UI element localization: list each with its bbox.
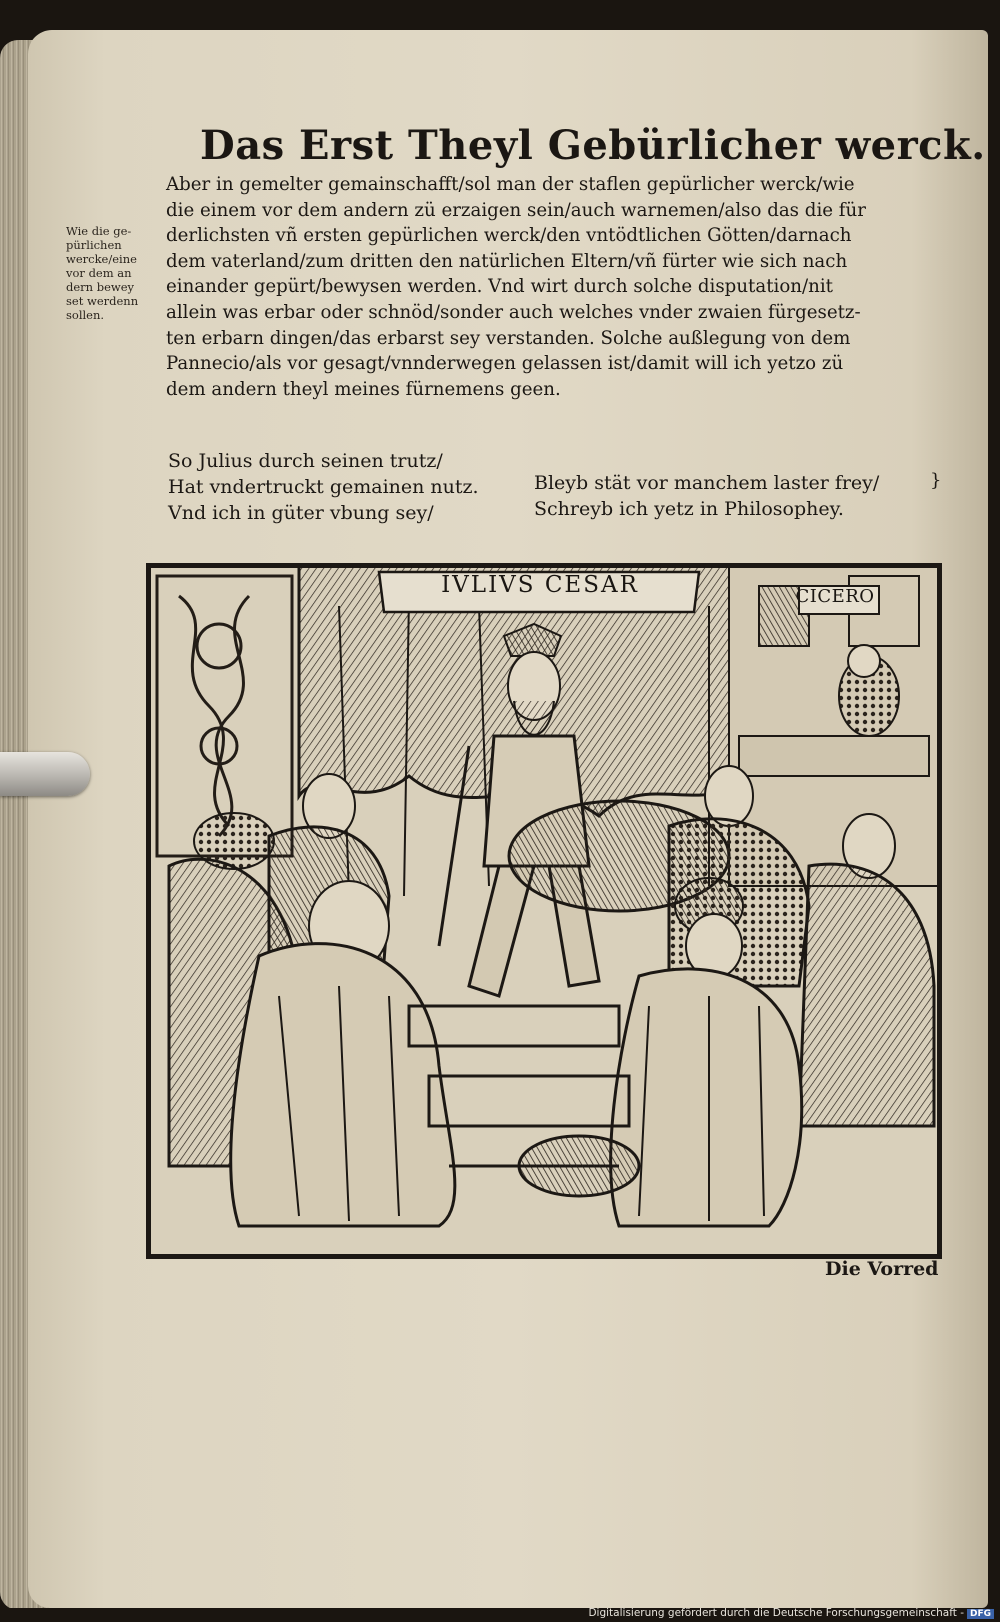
footer-credit	[588, 1607, 994, 1619]
text-line: allein was erbar oder schnöd/sonder auch welches vnder zwaien fürgesetz-	[166, 301, 861, 323]
page-clip	[0, 752, 90, 796]
text-line: einander gepürt/bewysen werden. Vnd wirt durch solche disputation/nit	[166, 276, 833, 298]
text-line: Aber in gemelter gemainschafft/sol man der staflen gepürlicher werck/wie	[166, 174, 855, 195]
margin-note-line: vor dem an	[66, 266, 132, 280]
margin-note-line: wercke/eine	[66, 252, 137, 266]
margin-note-line: pürlichen	[66, 238, 122, 252]
margin-note-line: set werdenn	[66, 294, 139, 308]
dfg-logo: DFG	[967, 1609, 994, 1619]
text-line: ten erbarn dingen/das erbarst sey verstanden. Solche außlegung von dem	[166, 327, 851, 349]
footer-text: Digitalisierung gefördert durch die Deutsche Forschungsgemeinschaft -	[588, 1607, 964, 1619]
verse-line: Vnd ich in güter vbung sey/	[168, 502, 434, 524]
verse-line: So Julius durch seinen trutz/	[168, 450, 443, 472]
text-line: die einem vor dem andern zü erzaigen sein/auch warnemen/also das die für	[166, 199, 866, 221]
verse-left	[168, 448, 479, 526]
main-text-block	[166, 172, 946, 402]
text-line: dem andern theyl meines fürnemens geen.	[166, 378, 561, 400]
margin-note-line: Wie die ge-	[66, 224, 132, 238]
woodcut-banners	[149, 566, 939, 1256]
verse-line: Bleyb stät vor manchem laster frey/	[534, 472, 880, 494]
verse-line: Hat vndertruckt gemainen nutz.	[168, 476, 479, 498]
banner-label-caesar: IVLIVS CESAR	[441, 572, 639, 598]
page-heading: Das Erst Theyl Gebürlicher werck.	[200, 122, 986, 169]
margin-note	[66, 224, 162, 322]
margin-note-line: dern bewey	[66, 280, 135, 294]
banner-label-cicero: CICERO	[795, 585, 875, 607]
verse-line: Schreyb ich yetz in Philosophey.	[534, 498, 844, 520]
verse-right	[534, 470, 879, 522]
text-line: dem vaterland/zum dritten den natürlichen Eltern/vñ fürter wie sich nach	[166, 250, 848, 272]
margin-note-line: sollen.	[66, 308, 105, 322]
verse-brace-mark: }	[930, 470, 942, 491]
catchword: Die Vorred	[825, 1258, 939, 1280]
woodcut-illustration	[146, 563, 942, 1259]
text-line: Pannecio/als vor gesagt/vnnderwegen gelassen ist/damit will ich yetzo zü	[166, 353, 844, 375]
text-line: derlichsten vñ ersten gepürlichen werck/den vntödtlichen Götten/darnach	[166, 225, 852, 247]
